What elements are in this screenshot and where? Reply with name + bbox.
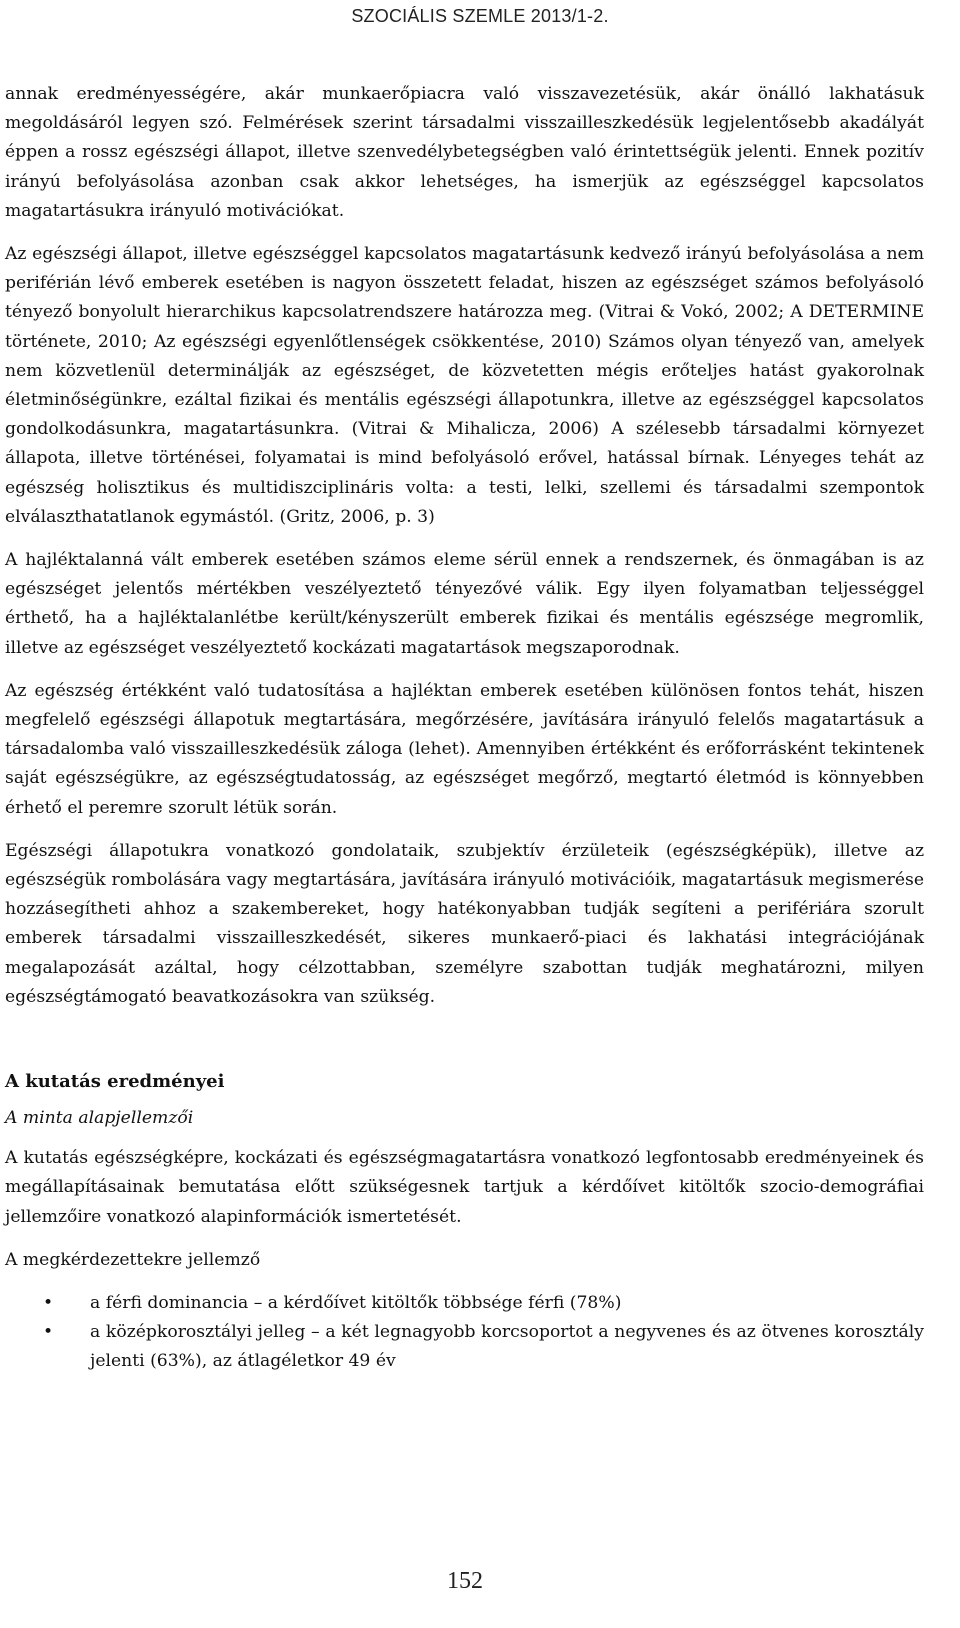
- paragraph: Egészségi állapotukra vonatkozó gondolataik, szubjektív érzületeik (egészségképük), illetve az egészségük rombolására vagy megtartására, javítására irányuló motivációik, magatartásuk megismerése hozzásegítheti ahhoz a szakembereket, hogy hatékonyabban tudják segíteni a perifériára szorult emberek társadalmi visszailleszkedését, sikeres munkaerő-piaci és lakhatási integrációjának megalapozását azáltal, hogy célzottabban, személyre szabottan tudják meghatározni, milyen egészségtámogató beavatkozásokra van szükség.: [5, 840, 924, 1007]
- list-item-text: a középkorosztályi jelleg – a két legnagyobb korcsoportot a negyvenes és az ötvenes korosztály jelenti (63%), az átlagéletkor 49 év: [90, 1322, 924, 1372]
- paragraph: annak eredményességére, akár munkaerőpiacra való visszavezetésük, akár önálló lakhatásuk megoldásáról legyen szó. Felmérések szerint társadalmi visszailleszkedésük legjelentősebb akadályát éppen a rossz egészségi állapot, illetve szenvedélybetegségben való érintettségük jelenti. Ennek pozitív irányú befolyásolása azonban csak akkor lehetséges, ha ismerjük az egészséggel kapcsolatos magatartásukra irányuló motivációkat.: [5, 84, 924, 221]
- bullet-icon: •: [43, 1322, 54, 1343]
- bullet-icon: •: [43, 1292, 54, 1313]
- subsection-title: A minta alapjellemzői: [5, 1108, 194, 1129]
- section-intro: A kutatás egészségképre, kockázati és egészségmagatartásra vonatkozó legfontosabb eredményeinek és megállapításainak bemutatása előtt szükségesnek tartjuk a kérdőívet kitöltők szocio-demográfiai jellemzőire vonatkozó alapinformációk ismertetését.: [5, 1148, 924, 1227]
- list-lead: A megkérdezettekre jellemző: [5, 1249, 261, 1270]
- list-item: [5, 1318, 924, 1376]
- paragraph: Az egészség értékként való tudatosítása a hajléktan emberek esetében különösen fontos tehát, hiszen megfelelő egészségi állapotuk megtartására, megőrzésére, javítására irányuló felelős magatartásuk a társadalomba való visszailleszkedésük záloga (lehet). Amennyiben értékként és erőforrásként tekintenek saját egészségükre, az egészségtudatosság, az egészséget megőrző, megtartó életmód is könnyebben érhető el peremre szorult létük során.: [5, 680, 924, 818]
- paragraph: A hajléktalanná vált emberek esetében számos eleme sérül ennek a rendszernek, és önmagában is az egészséget jelentős mértékben veszélyeztető tényezővé válik. Egy ilyen folyamatban teljességgel érthető, ha a hajléktalanlétbe került/kényszerült emberek fizikai és mentális egészsége megromlik, illetve az egészséget veszélyeztető kockázati magatartások megszaporodnak.: [5, 550, 924, 658]
- paragraph: Az egészségi állapot, illetve egészséggel kapcsolatos magatartásunk kedvező irányú befolyásolása a nem periférián lévő emberek esetében is nagyon összetett feladat, hiszen az egészséget számos befolyásoló tényező bonyolult hierarchikus kapcsolatrendszere határozza meg. (Vitrai & Vokó, 2002; A DETERMINE története, 2010; Az egészségi egyenlőtlenségek csökkentése, 2010) Számos olyan tényező van, amelyek nem közvetlenül determinálják az egészséget, de közvetetten mégis erőteljes hatást gyakorolnak életminőségünkre, ezáltal fizikai és mentális egészségi állapotunkra, illetve az egészséggel kapcsolatos gondolkodásunkra, magatartásunkra. (Vitrai & Mihalicza, 2006) A szélesebb társadalmi környezet állapota, illetve történései, folyamatai is mind befolyásoló erővel, hatással bírnak. Lényeges tehát az egészség holisztikus és multidiszciplináris volta: a testi, lelki, szellemi és társadalmi szempontok elválaszthatatlanok egymástól. (Gritz, 2006, p. 3): [5, 244, 924, 527]
- bullet-list: [5, 1289, 924, 1377]
- running-header: SZOCIÁLIS SZEMLE 2013/1-2.: [351, 6, 609, 26]
- body-text: [5, 80, 924, 1377]
- list-item-text: a férfi dominancia – a kérdőívet kitöltők többsége férfi (78%): [90, 1292, 622, 1313]
- list-item: [5, 1289, 924, 1318]
- page-number: 152: [447, 1568, 483, 1594]
- section-title: A kutatás eredményei: [5, 1071, 225, 1093]
